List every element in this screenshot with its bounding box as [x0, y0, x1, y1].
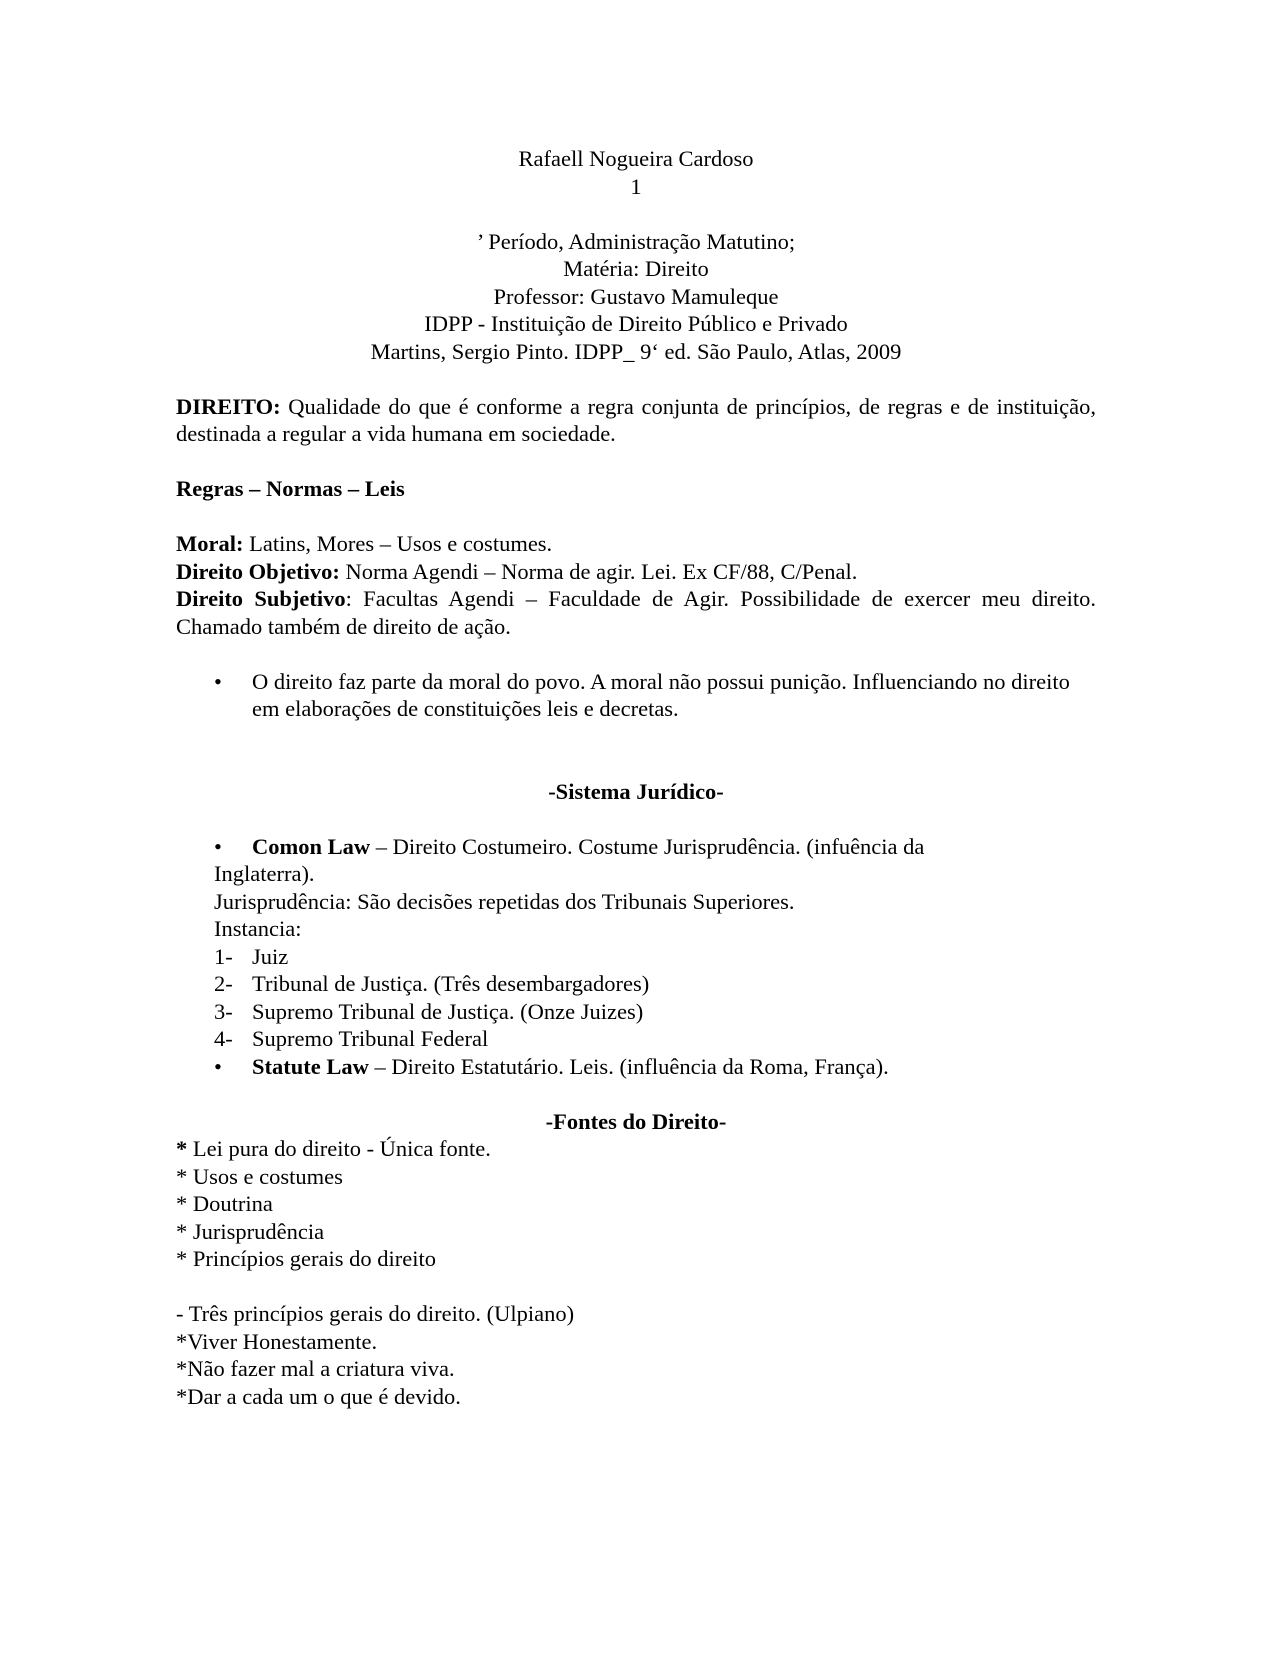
author-name: Rafaell Nogueira Cardoso [518, 146, 754, 171]
statute-law-term: Statute Law [252, 1053, 369, 1079]
statute-law-item [176, 1053, 1096, 1081]
bullet-icon: • [214, 668, 222, 694]
statute-law-text: – Direito Estatutário. Leis. (influência da Roma, França). [368, 1053, 889, 1079]
instance-item [176, 943, 1096, 971]
course-line: IDPP - Instituição de Direito Público e Privado [424, 311, 848, 336]
list-marker: 3- [214, 998, 233, 1024]
instance-item [176, 1025, 1096, 1053]
source-item: * Princípios gerais do direito [176, 1246, 436, 1271]
instance-text: Supremo Tribunal Federal [252, 1026, 489, 1051]
jurisprudence-line: Jurisprudência: São decisões repetidas dos Tribunais Superiores. [214, 888, 795, 914]
concept-term: Moral: [176, 531, 244, 556]
sources-heading: -Fontes do Direito- [545, 1108, 727, 1134]
common-law-term: Comon Law [252, 833, 371, 859]
definition-text: Qualidade do que é conforme a regra conjunta de princípios, de regras e de instituição, destinada a regular a vida humana em sociedade. [176, 393, 1096, 446]
concept-direito-objetivo [176, 558, 1096, 586]
list-marker: 2- [214, 971, 233, 996]
instance-item [176, 998, 1096, 1026]
direito-definition [176, 393, 1096, 448]
list-marker: 4- [214, 1026, 233, 1051]
concept-term: Direito Objetivo: [176, 558, 340, 584]
moral-note-text: O direito faz parte da moral do povo. A moral não possui punição. Influenciando no direito em elaborações de constituições leis e decretas. [252, 668, 1070, 721]
instance-text: Supremo Tribunal de Justiça. (Onze Juizes) [252, 998, 644, 1024]
page-number: 1 [630, 173, 642, 199]
concept-direito-subjetivo [176, 585, 1096, 640]
bullet-icon: • [214, 833, 222, 859]
instance-text: Juiz [252, 943, 289, 969]
rules-heading: Regras – Normas – Leis [176, 476, 405, 501]
reference-line: Martins, Sergio Pinto. IDPP_ 9‘ ed. São Paulo, Atlas, 2009 [370, 338, 902, 364]
concept-text: Norma Agendi – Norma de agir. Lei. Ex CF/88, C/Penal. [339, 558, 858, 584]
instance-label: Instancia: [214, 916, 302, 941]
professor-line: Professor: Gustavo Mamuleque [493, 283, 779, 309]
source-item: * Doutrina [176, 1191, 273, 1216]
common-law-item [176, 833, 1096, 861]
source-item: * Usos e costumes [176, 1163, 343, 1189]
common-law-text: – Direito Costumeiro. Costume Jurisprudência. (infuência da [370, 833, 925, 859]
source-marker: * [176, 1136, 188, 1161]
concept-moral [176, 530, 1096, 558]
concept-term: Direito Subjetivo [176, 586, 346, 611]
legal-system-list [176, 833, 1096, 1081]
instance-text: Tribunal de Justiça. (Três desembargadores) [252, 971, 650, 996]
legal-system-heading: -Sistema Jurídico- [548, 778, 724, 804]
source-text: Lei pura do direito - Única fonte. [187, 1136, 491, 1161]
concept-text: : Facultas Agendi – Faculdade de Agir. Possibilidade de exercer meu direito. Chamado também de direito de ação. [176, 586, 1096, 639]
period-line: ’ Período, Administração Matutino; [476, 228, 796, 254]
definition-term: DIREITO: [176, 393, 281, 419]
instance-item [176, 970, 1096, 998]
concept-text: Latins, Mores – Usos e costumes. [243, 531, 553, 556]
source-item: * Jurisprudência [176, 1218, 325, 1244]
subject-line: Matéria: Direito [563, 256, 709, 281]
principles-heading: - Três princípios gerais do direito. (Ulpiano) [176, 1301, 575, 1326]
source-item [176, 1135, 1096, 1163]
header-block [176, 145, 1096, 365]
document-page [176, 145, 1096, 1410]
moral-note [176, 668, 1096, 723]
principle-item: *Não fazer mal a criatura viva. [176, 1356, 455, 1381]
principle-item: *Viver Honestamente. [176, 1328, 378, 1354]
common-law-text-continued: Inglaterra). [214, 861, 315, 886]
bullet-icon: • [214, 1053, 222, 1079]
principle-item: *Dar a cada um o que é devido. [176, 1383, 461, 1409]
list-marker: 1- [214, 943, 233, 969]
